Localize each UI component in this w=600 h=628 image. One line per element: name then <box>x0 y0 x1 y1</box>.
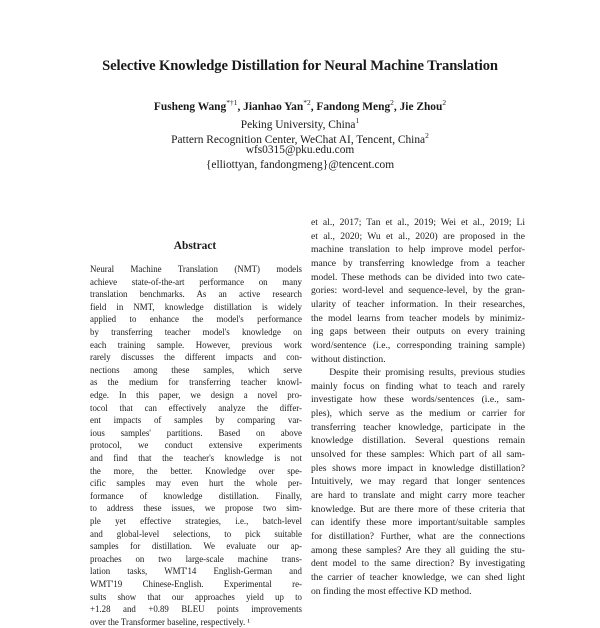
abstract-line: protocol, we conduct extensive experiments <box>90 440 302 451</box>
abstract-line: as the medium for transferring teacher knowl- <box>90 377 302 388</box>
body-line: ples), which serve as the medium or carrier for <box>311 408 525 420</box>
email-line <box>0 143 600 158</box>
author-name: Jie Zhou <box>399 100 443 113</box>
body-line: machine translation to help improve model perfor- <box>311 244 525 256</box>
body-line: for distillation? Further, what are the connections <box>311 530 525 542</box>
abstract-line: ent impacts of samples by comparing var- <box>90 415 302 426</box>
abstract-line: rarely discusses the different impacts and con- <box>90 352 302 363</box>
abstract-line: lation tasks, WMT'14 English-German and <box>90 566 302 577</box>
abstract-line: samples for distillation. We evaluate our ap- <box>90 541 302 552</box>
abstract-line: formance of knowledge distillation. Finally, <box>90 490 302 501</box>
abstract-heading: Abstract <box>173 240 217 252</box>
body-line: among these samples? Are they all guiding the stu- <box>311 544 525 556</box>
body-line: are hard to translate and might carry more teacher <box>311 490 525 501</box>
abstract-line: sults show that our approaches yield up to <box>90 591 302 602</box>
abstract-line: each training sample. However, previous work <box>90 339 302 350</box>
abstract-line: and find that the teacher's knowledge is not <box>90 453 302 463</box>
body-line: the carrier of teacher knowledge, we can shed light <box>311 571 525 583</box>
body-line: investigate how these words/sentences (i.e., sam- <box>311 394 525 406</box>
affiliation-mark: 1 <box>355 116 360 125</box>
body-line: on finding the most effective KD method. <box>311 585 472 597</box>
abstract-line: translation benchmarks. As an active research <box>90 289 302 300</box>
abstract-line: WMT'19 Chinese-English. Experimental re- <box>90 579 302 589</box>
abstract-line: Neural Machine Translation (NMT) models <box>90 264 302 274</box>
abstract-line: and global-level selections, to pick suitable <box>90 528 302 539</box>
body-line: can identify these more important/suitable samples <box>311 517 525 529</box>
abstract-line: proaches on two large-scale machine trans- <box>90 553 302 564</box>
body-line: knowledge distillation. Several questions remain <box>311 435 525 447</box>
author-name: Jianhao Yan <box>243 100 304 113</box>
body-line: gories: word-level and sequence-level, by the gran- <box>311 285 525 297</box>
email-text: wfs0315@pku.edu.com <box>245 144 355 156</box>
abstract-line: the more, the better. Knowledge over spe- <box>90 465 302 476</box>
author-name: Fandong Meng <box>316 100 391 113</box>
body-line: without distinction. <box>311 353 386 365</box>
email-text: {elliottyan, fandongmeng}@tencent.com <box>205 159 395 171</box>
body-line: knowledge. But are there more of these criteria that <box>311 503 525 515</box>
email-line <box>0 158 600 173</box>
body-line: et al., 2017; Tan et al., 2019; Wei et al., 2019; Li <box>311 217 525 228</box>
author-mark: 2 <box>390 98 394 107</box>
author-name: Fusheng Wang <box>153 100 227 113</box>
body-line: transferring teacher knowledge, participate in the <box>311 421 525 433</box>
abstract-line: +1.28 and +0.89 BLEU points improvements <box>90 604 302 615</box>
abstract-line: edge. In this paper, we design a novel pro- <box>90 390 302 400</box>
body-line: ing gaps between their outputs on every training <box>311 326 525 338</box>
body-line: dent model to the same direction? By investigating <box>311 558 525 570</box>
author-mark: 2 <box>442 98 447 107</box>
body-line: unsolved for these samples: Which part of all sam- <box>311 449 525 461</box>
abstract-line: tocol that can effectively analyze the differ- <box>90 402 302 413</box>
abstract-line: to address these issues, we propose two sim- <box>90 503 302 514</box>
body-line: et al., 2020; Wu et al., 2020) are proposed in the <box>311 230 525 242</box>
abstract-line: over the Transformer baseline, respectively. ¹ <box>90 616 251 627</box>
paper-title: Selective Knowledge Distillation for Neural Machine Translation <box>102 58 498 74</box>
body-line: mainly focus on finding what to teach and rarely <box>311 380 525 392</box>
body-line: model. These methods can be divided into two cate- <box>311 271 525 283</box>
abstract-line: ious samples' partitions. Based on above <box>90 427 302 438</box>
affiliation-text: Pattern Recognition Center, WeChat AI, Tencent, China <box>171 133 426 146</box>
body-line: ularity of teacher information. In their researches, <box>311 298 525 310</box>
abstract-line: applied to enhance the model's performance <box>90 314 302 325</box>
author-mark: *2 <box>303 98 311 107</box>
abstract-line: achieve state-of-the-art performance on many <box>90 276 302 287</box>
author-list: Fusheng Wang$^{*\dagger 1}$, Jianhao Yan$^{*2}$, Fandong Meng$^2$, Jie Zhou$^2$ <box>153 98 447 113</box>
abstract-line: field in NMT, knowledge distillation is widely <box>90 301 302 312</box>
abstract-line: by transferring teacher model's knowledge on <box>90 327 302 337</box>
abstract-line: ple yet effective strategies, i.e., batch-level <box>90 516 302 526</box>
abstract-line: nections among these samples, which serve <box>90 364 302 375</box>
author-mark: *†1 <box>226 98 238 107</box>
body-line: Intuitively, we may regard that longer sentences <box>311 476 525 488</box>
body-line: mance by transferring knowledge from a teacher <box>311 257 525 269</box>
body-line: the model learns from teacher models by minimiz- <box>311 312 525 324</box>
affiliation-text: Peking University, China <box>240 118 356 131</box>
body-line: ples shows more impact in knowledge distillation? <box>311 462 525 474</box>
body-line: word/sentence (i.e., corresponding training sample) <box>311 339 525 351</box>
abstract-line: cific samples may even hurt the whole per- <box>90 478 302 489</box>
affiliation-mark: 2 <box>425 131 429 140</box>
body-line: Despite their promising results, previous studies <box>311 367 525 379</box>
